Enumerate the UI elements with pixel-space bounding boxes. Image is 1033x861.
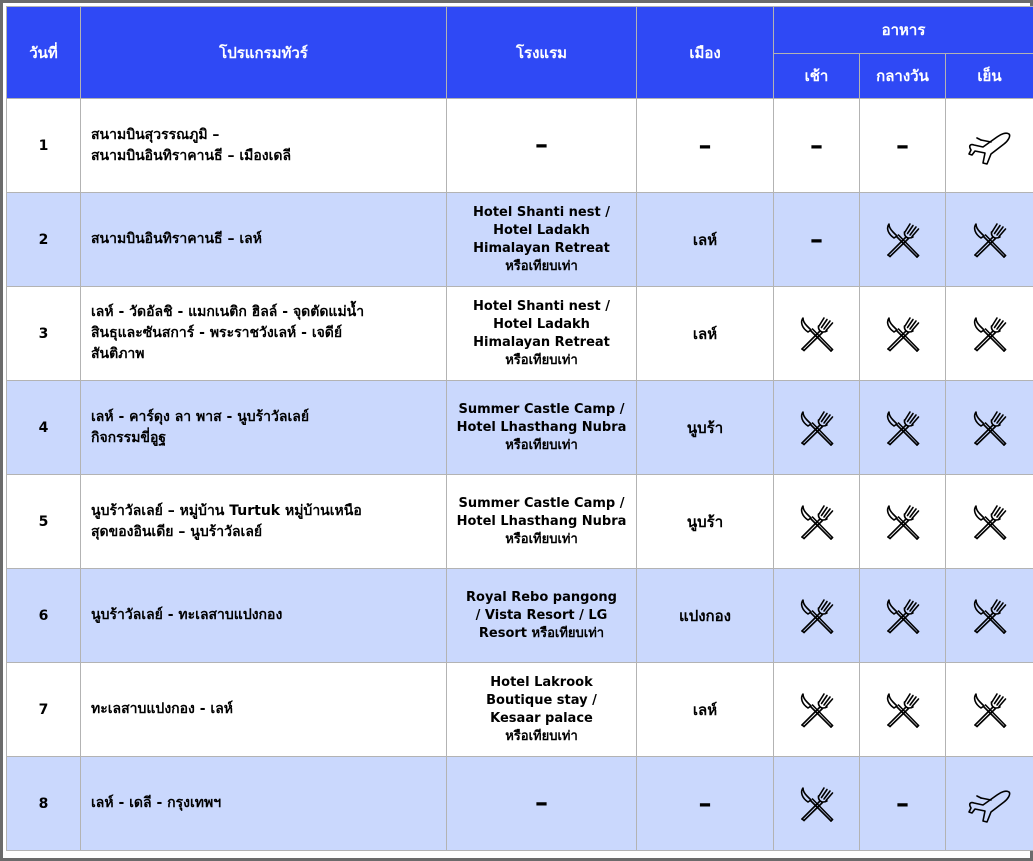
fork-knife-icon: [970, 690, 1010, 730]
fork-knife-icon: [883, 314, 923, 354]
hotel-line: หรือเทียบเท่า: [505, 531, 578, 547]
hotel-line: Hotel Lakrook: [490, 674, 593, 690]
meal-lunch: [860, 757, 946, 851]
city-cell: [637, 99, 774, 193]
meal-breakfast: [774, 193, 860, 287]
hotel-line: / Vista Resort / LG: [475, 607, 608, 623]
fork-knife-icon: [883, 690, 923, 730]
program-line: สันติภาพ: [91, 346, 145, 362]
table-row: [7, 193, 1033, 287]
empty-dash: –: [810, 224, 823, 255]
empty-dash: –: [535, 130, 548, 160]
hotel-line: Hotel Ladakh: [493, 222, 590, 238]
day-number: 1: [7, 99, 81, 193]
city-name: เลห์: [692, 324, 718, 343]
meal-lunch: [860, 663, 946, 757]
program-line: เลห์ - คาร์ดุง ลา พาส - นูบร้าวัลเลย์: [91, 408, 310, 425]
hotel-cell: [447, 381, 637, 475]
city-cell: [637, 381, 774, 475]
meal-breakfast: [774, 99, 860, 193]
meal-breakfast: [774, 287, 860, 381]
table-row: [7, 475, 1033, 569]
city-cell: [637, 193, 774, 287]
city-cell: [637, 475, 774, 569]
program-line: กิจกรรมขี่อูฐ: [91, 429, 167, 446]
day-number: 2: [7, 193, 81, 287]
meal-lunch: [860, 287, 946, 381]
hotel-line: Royal Rebo pangong: [466, 589, 617, 605]
tour-program: [81, 99, 447, 193]
hotel-line: Boutique stay /: [486, 692, 597, 708]
hotel-line: Resort หรือเทียบเท่า: [478, 625, 605, 641]
header-dinner: เย็น: [946, 54, 1033, 99]
empty-dash: –: [698, 788, 712, 819]
hotel-line: Hotel Ladakh: [493, 316, 590, 332]
empty-dash: –: [698, 130, 712, 161]
meal-dinner: [946, 757, 1033, 851]
program-line: เลห์ - วัดอัลชิ - แมกเนติก ฮิลล์ - จุดตัดแม่น้ำ: [91, 304, 365, 320]
fork-knife-icon: [797, 502, 837, 542]
table-body: [7, 99, 1033, 851]
hotel-line: Hotel Lhasthang Nubra: [456, 513, 627, 529]
hotel-line: Himalayan Retreat: [473, 240, 610, 256]
meal-breakfast: [774, 663, 860, 757]
empty-dash: –: [896, 130, 909, 161]
city-cell: [637, 287, 774, 381]
table-row: [7, 663, 1033, 757]
header-day: วันที่: [7, 7, 81, 99]
itinerary-table: [6, 6, 1033, 851]
hotel-line: หรือเทียบเท่า: [505, 728, 578, 744]
fork-knife-icon: [883, 596, 923, 636]
header-hotel: โรงแรม: [447, 7, 637, 99]
fork-knife-icon: [797, 596, 837, 636]
meal-lunch: [860, 381, 946, 475]
meal-dinner: [946, 381, 1033, 475]
tour-program: [81, 381, 447, 475]
program-line: สุดของอินเดีย – นูบร้าวัลเลย์: [91, 523, 263, 540]
hotel-line: Hotel Lhasthang Nubra: [456, 419, 627, 435]
fork-knife-icon: [797, 784, 837, 824]
header-breakfast: เช้า: [774, 54, 860, 99]
hotel-line: Summer Castle Camp /: [458, 495, 625, 511]
fork-knife-icon: [883, 502, 923, 542]
hotel-cell: [447, 757, 637, 851]
fork-knife-icon: [970, 314, 1010, 354]
day-number: 4: [7, 381, 81, 475]
header-city: เมือง: [637, 7, 774, 99]
day-number: 3: [7, 287, 81, 381]
header-program: โปรแกรมทัวร์: [81, 7, 447, 99]
program-line: สนามบินอินทิราคานธี – เมืองเดลี: [91, 147, 292, 164]
fork-knife-icon: [970, 596, 1010, 636]
fork-knife-icon: [970, 408, 1010, 448]
table-row: [7, 569, 1033, 663]
empty-dash: –: [810, 130, 823, 161]
tour-program: [81, 287, 447, 381]
empty-dash: –: [896, 788, 909, 819]
meal-dinner: [946, 193, 1033, 287]
meal-breakfast: [774, 381, 860, 475]
city-name: เลห์: [692, 230, 718, 249]
hotel-cell: [447, 99, 637, 193]
table-header: [7, 7, 1033, 99]
meal-lunch: [860, 99, 946, 193]
hotel-line: Summer Castle Camp /: [458, 401, 625, 417]
hotel-line: Hotel Shanti nest /: [473, 204, 610, 220]
day-number: 8: [7, 757, 81, 851]
meal-lunch: [860, 569, 946, 663]
hotel-cell: [447, 475, 637, 569]
hotel-line: หรือเทียบเท่า: [505, 437, 578, 453]
table-row: [7, 287, 1033, 381]
meal-dinner: [946, 663, 1033, 757]
city-name: เลห์: [692, 700, 718, 719]
meal-breakfast: [774, 757, 860, 851]
header-lunch: กลางวัน: [860, 54, 946, 99]
empty-dash: –: [535, 788, 548, 818]
fork-knife-icon: [883, 220, 923, 260]
program-line: เลห์ - เดลี - กรุงเทพฯ: [91, 795, 222, 811]
plane-icon: [967, 126, 1013, 166]
tour-program: [81, 757, 447, 851]
tour-program: [81, 663, 447, 757]
hotel-line: Hotel Shanti nest /: [473, 298, 610, 314]
hotel-cell: [447, 287, 637, 381]
table-row: [7, 99, 1033, 193]
fork-knife-icon: [970, 220, 1010, 260]
city-name: แปงกอง: [679, 606, 731, 625]
tour-program: [81, 569, 447, 663]
city-cell: [637, 757, 774, 851]
program-line: นูบร้าวัลเลย์ - ทะเลสาบแปงกอง: [91, 607, 283, 623]
fork-knife-icon: [797, 314, 837, 354]
hotel-cell: [447, 569, 637, 663]
meal-lunch: [860, 475, 946, 569]
tour-program: [81, 475, 447, 569]
header-meals: อาหาร: [774, 7, 1033, 54]
fork-knife-icon: [797, 690, 837, 730]
fork-knife-icon: [797, 408, 837, 448]
day-number: 6: [7, 569, 81, 663]
meal-dinner: [946, 287, 1033, 381]
meal-lunch: [860, 193, 946, 287]
city-name: นูบร้า: [686, 418, 724, 437]
program-line: สนามบินสุวรรณภูมิ –: [91, 126, 220, 143]
day-number: 7: [7, 663, 81, 757]
hotel-line: Kesaar palace: [490, 710, 593, 726]
plane-icon: [967, 784, 1013, 824]
hotel-line: หรือเทียบเท่า: [505, 352, 578, 368]
hotel-line: หรือเทียบเท่า: [505, 258, 578, 274]
fork-knife-icon: [883, 408, 923, 448]
meal-dinner: [946, 475, 1033, 569]
meal-breakfast: [774, 475, 860, 569]
city-name: นูบร้า: [686, 512, 724, 531]
table-row: [7, 757, 1033, 851]
program-line: สินธุและซันสการ์ - พระราชวังเลห์ - เจดีย์: [91, 325, 343, 341]
hotel-cell: [447, 193, 637, 287]
meal-dinner: [946, 99, 1033, 193]
program-line: ทะเลสาบแปงกอง - เลห์: [91, 701, 234, 717]
city-cell: [637, 663, 774, 757]
tour-program: [81, 193, 447, 287]
table-row: [7, 381, 1033, 475]
program-line: สนามบินอินทิราคานธี – เลห์: [91, 231, 262, 247]
fork-knife-icon: [970, 502, 1010, 542]
program-line: นูบร้าวัลเลย์ – หมู่บ้าน Turtuk หมู่บ้านเหนือ: [91, 502, 362, 519]
hotel-line: Himalayan Retreat: [473, 334, 610, 350]
meal-breakfast: [774, 569, 860, 663]
city-cell: [637, 569, 774, 663]
meal-dinner: [946, 569, 1033, 663]
day-number: 5: [7, 475, 81, 569]
hotel-cell: [447, 663, 637, 757]
